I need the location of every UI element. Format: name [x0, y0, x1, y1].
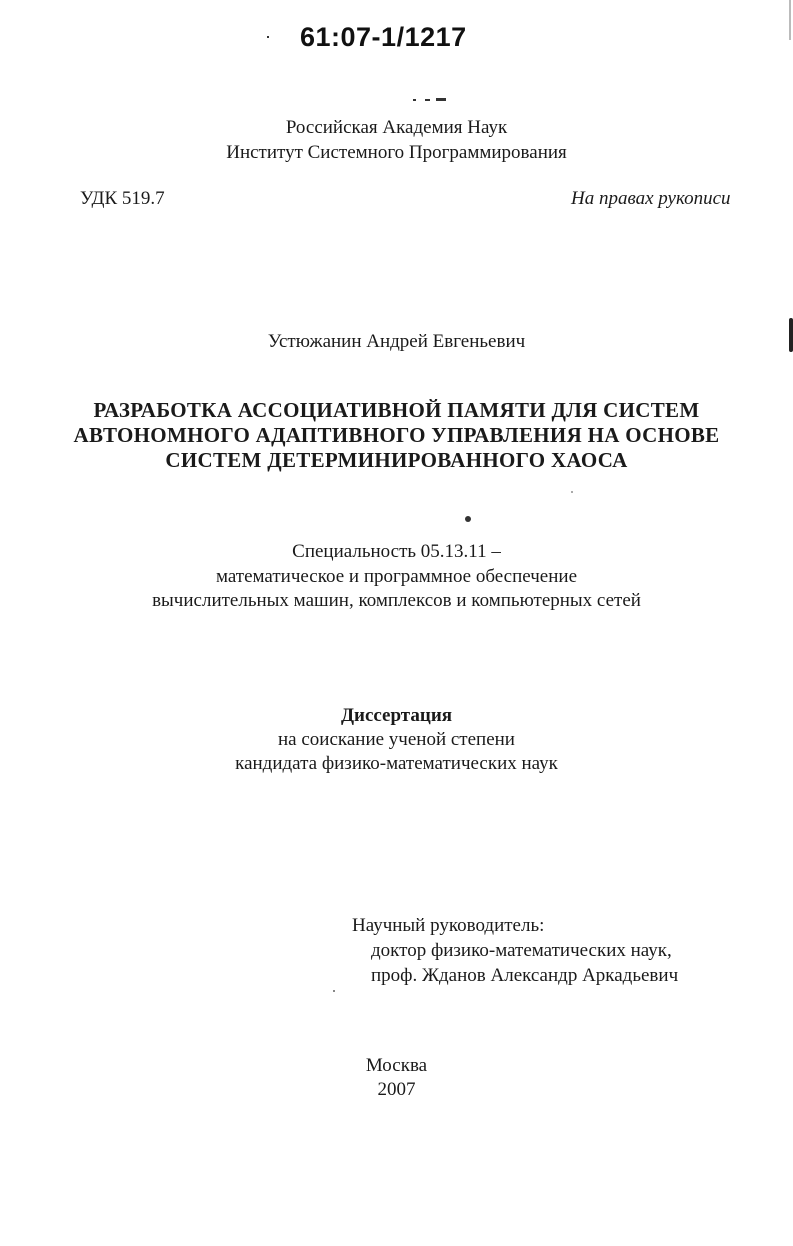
city: Москва [365, 1055, 428, 1076]
advisor-label: Научный руководитель: [352, 915, 545, 936]
scan-speck [425, 99, 430, 101]
scan-speck [436, 98, 446, 101]
specialty-description-2: вычислительных машин, комплексов и компьютерных сетей [152, 590, 641, 611]
thesis-title-line-3: СИСТЕМ ДЕТЕРМИНИРОВАННОГО ХАОСА [165, 448, 628, 472]
scan-artifact-top-right [789, 0, 791, 40]
advisor-degree: доктор физико-математических наук, [371, 940, 672, 961]
thesis-title-line-2: АВТОНОМНОГО АДАПТИВНОГО УПРАВЛЕНИЯ НА ОСНОВЕ [73, 423, 720, 447]
rights-notice: На правах рукописи [571, 188, 731, 209]
organization-name: Российская Академия Наук [285, 117, 508, 138]
scan-speck [267, 36, 269, 38]
year: 2007 [377, 1079, 416, 1100]
dissertation-degree-line-2: кандидата физико-математических наук [235, 753, 558, 774]
catalog-number: 61:07-1/1217 [300, 22, 467, 52]
author-name: Устюжанин Андрей Евгеньевич [267, 331, 526, 352]
scan-speck [413, 99, 416, 101]
specialty-code: Специальность 05.13.11 – [292, 541, 501, 562]
scan-speck [571, 491, 573, 493]
scan-speck [333, 990, 335, 992]
institute-name: Институт Системного Программирования [226, 142, 567, 163]
scan-speck [465, 516, 471, 522]
dissertation-heading: Диссертация [340, 705, 453, 726]
advisor-name: проф. Жданов Александр Аркадьевич [371, 965, 679, 986]
udk-code: УДК 519.7 [80, 188, 165, 209]
specialty-description-1: математическое и программное обеспечение [215, 566, 578, 587]
thesis-title-line-1: РАЗРАБОТКА АССОЦИАТИВНОЙ ПАМЯТИ ДЛЯ СИСТЕМ [93, 398, 700, 422]
dissertation-degree-line-1: на соискание ученой степени [278, 729, 515, 750]
